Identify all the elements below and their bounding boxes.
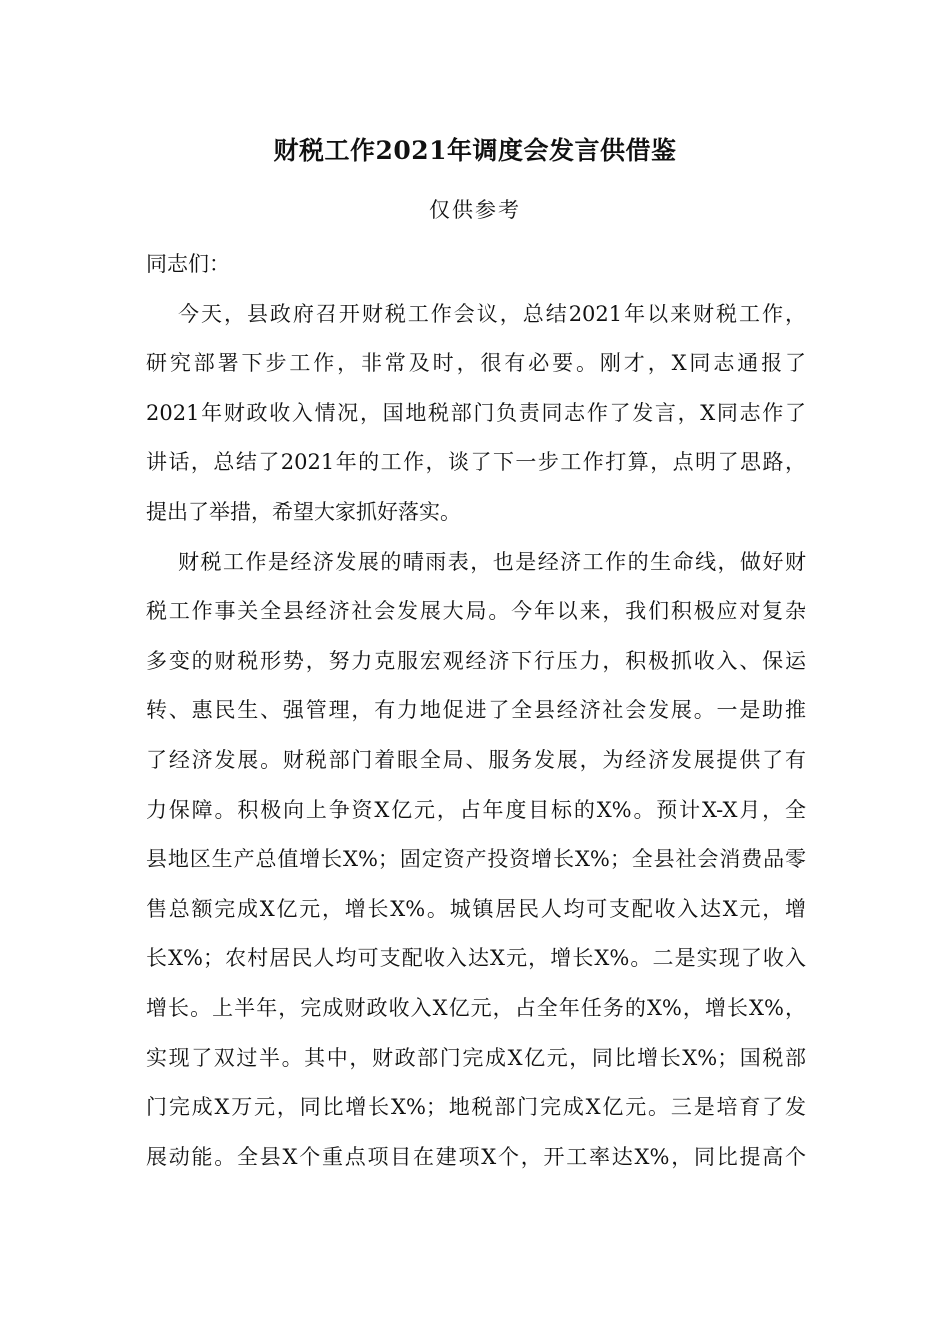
text-line: 讲话，总结了2021年的工作，谈了下一步工作打算，点明了思路， — [146, 450, 806, 475]
text-line: 税工作事关全县经济社会发展大局。今年以来，我们积极应对复杂 — [146, 599, 806, 624]
text-line: 实现了双过半。其中，财政部门完成X亿元，同比增长X%；国税部 — [146, 1045, 806, 1070]
text-line: 展动能。全县X个重点项目在建项X个，开工率达X%，同比提高个 — [146, 1144, 806, 1169]
salutation: 同志们： — [146, 252, 230, 276]
text-line: 研究部署下步工作，非常及时，很有必要。刚才，X同志通报了 — [146, 351, 806, 376]
text-line: 增长。上半年，完成财政收入X亿元，占全年任务的X%，增长X%， — [146, 995, 806, 1020]
paragraph-1 — [146, 290, 806, 538]
text-line: 了经济发展。财税部门着眼全局、服务发展，为经济发展提供了有 — [146, 747, 806, 772]
document-title: 财税工作2021年调度会发言供借鉴 — [273, 136, 677, 165]
text-line: 长X%；农村居民人均可支配收入达X元，增长X%。二是实现了收入 — [146, 946, 806, 971]
document-body — [146, 240, 806, 1182]
text-line: 转、惠民生、强管理，有力地促进了全县经济社会发展。一是助推 — [146, 698, 806, 723]
text-line: 2021年财政收入情况，国地税部门负责同志作了发言，X同志作了 — [146, 400, 806, 425]
paragraph-2 — [146, 538, 806, 1183]
text-line: 售总额完成X亿元，增长X%。城镇居民人均可支配收入达X元，增 — [146, 896, 806, 921]
text-line: 力保障。积极向上争资X亿元，占年度目标的X%。预计X-X月，全 — [146, 797, 806, 822]
text-line: 今天，县政府召开财税工作会议，总结2021年以来财税工作， — [178, 301, 806, 326]
document-subtitle: 仅供参考 — [429, 198, 521, 222]
text-line: 多变的财税形势，努力克服宏观经济下行压力，积极抓收入、保运 — [146, 648, 806, 673]
text-line: 提出了举措，希望大家抓好落实。 — [146, 499, 461, 524]
text-line: 门完成X万元，同比增长X%；地税部门完成X亿元。三是培育了发 — [146, 1095, 806, 1120]
text-line: 县地区生产总值增长X%；固定资产投资增长X%；全县社会消费品零 — [146, 847, 806, 872]
text-line: 财税工作是经济发展的晴雨表，也是经济工作的生命线，做好财 — [178, 549, 806, 574]
